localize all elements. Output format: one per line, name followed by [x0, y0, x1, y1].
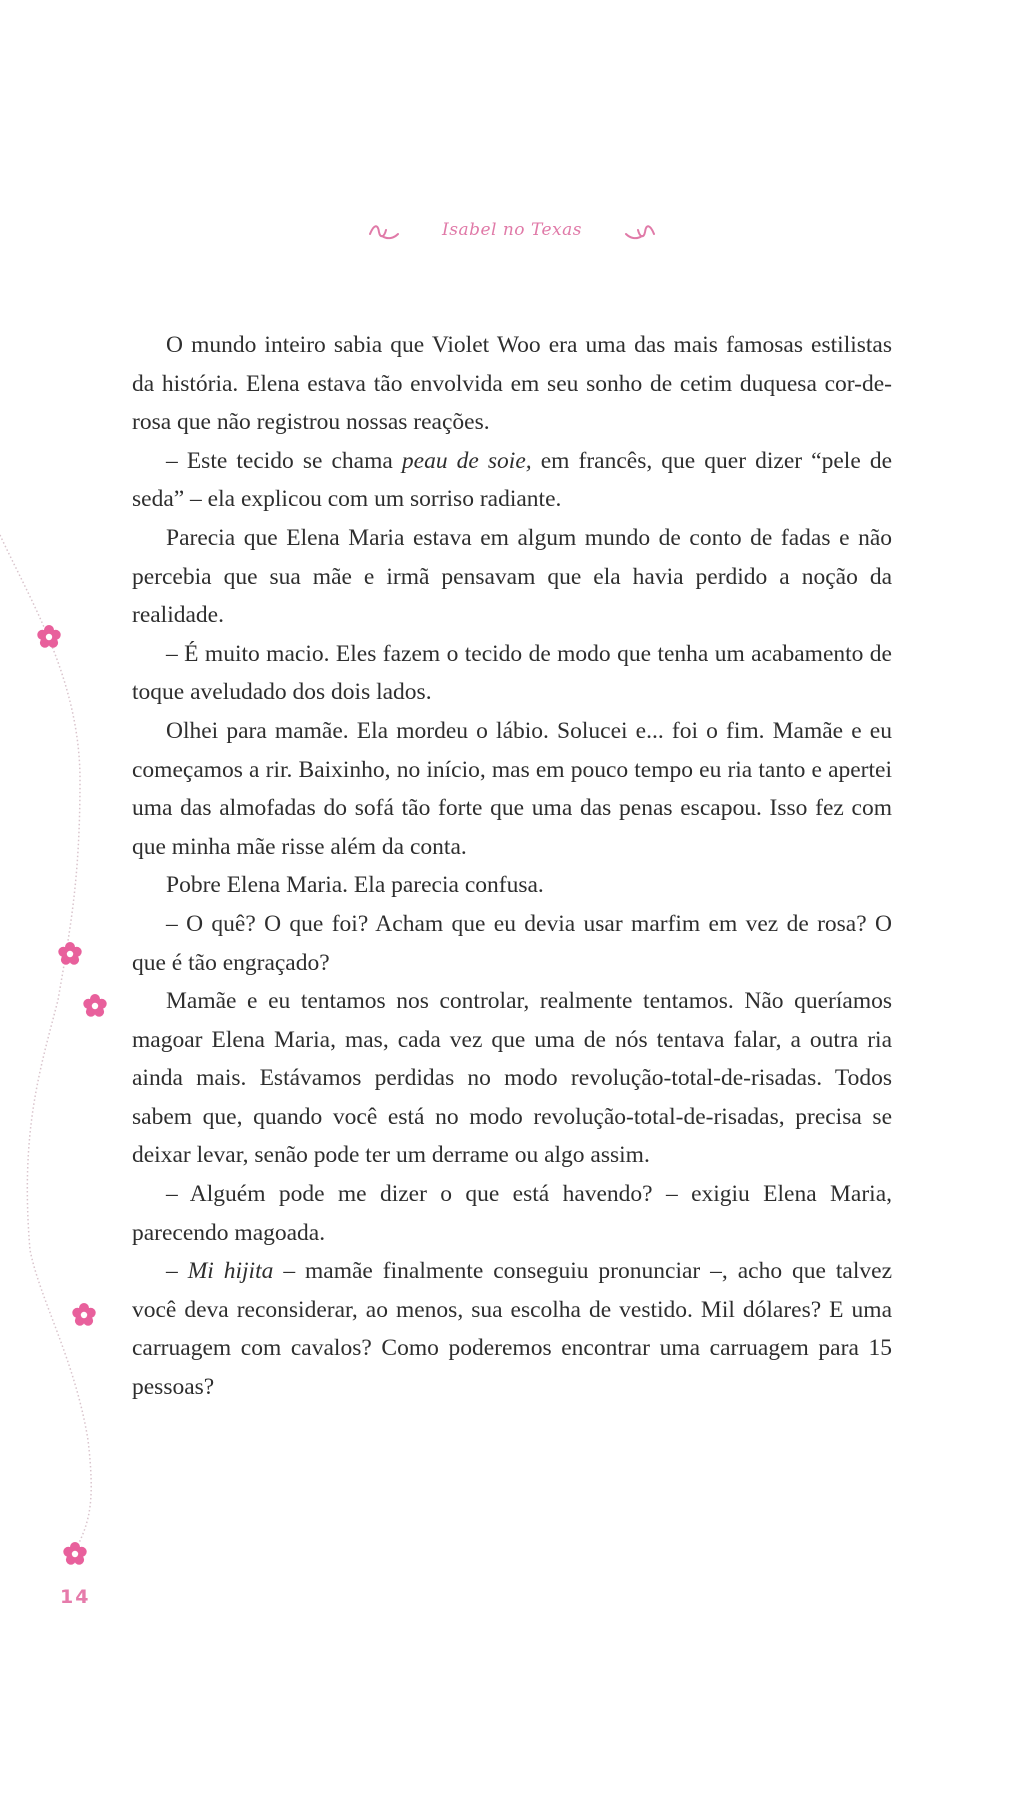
paragraph: – O quê? O que foi? Acham que eu devia usar marfim em vez de rosa? O que é tão engraçado? — [132, 910, 892, 976]
running-header — [0, 212, 1024, 248]
flower-icon — [58, 942, 81, 965]
flower-icon — [72, 1303, 95, 1326]
left-flourish-icon — [366, 218, 402, 242]
paragraph: – Este tecido se chama peau de soie, em francês, que quer dizer “pele de seda” – ela explicou com um sorriso radiante. — [132, 447, 893, 513]
page-number: 14 — [60, 1586, 91, 1608]
running-title: Isabel no Texas — [442, 220, 582, 240]
italic-phrase: peau de soie, — [401, 447, 532, 474]
flower-icon — [83, 994, 106, 1017]
right-flourish-icon — [622, 218, 658, 242]
paragraph: – Alguém pode me dizer o que está havendo? – exigiu Elena Maria, parecendo magoada. — [132, 1181, 892, 1246]
paragraph: Parecia que Elena Maria estava em algum mundo de conto de fadas e não percebia que sua mãe e irmã pensavam que ela havia perdido a noção da realidade. — [132, 524, 892, 629]
book-body-text — [132, 326, 892, 1407]
paragraph: – É muito macio. Eles fazem o tecido de modo que tenha um acabamento de toque aveludado dos dois lados. — [132, 640, 892, 706]
paragraph: – Mi hijita – mamãe finalmente conseguiu pronunciar –, acho que talvez você deva reconsiderar, ao menos, sua escolha de vestido. Mil dólares? E uma carruagem com cavalos? Como poderemos encontrar uma carruagem para 15 pessoas? — [132, 1258, 892, 1401]
paragraph: O mundo inteiro sabia que Violet Woo era uma das mais famosas estilistas da história. Elena estava tão envolvida em seu sonho de cetim duquesa cor-de-rosa que não registrou nossas reações. — [132, 332, 892, 436]
flower-icon — [63, 1542, 86, 1565]
dotted-vine — [0, 535, 91, 1545]
paragraph: Olhei para mamãe. Ela mordeu o lábio. Solucei e... foi o fim. Mamãe e eu começamos a rir. Baixinho, no início, mas em pouco tempo eu ria tanto e apertei uma das almofadas do sofá tão forte que uma das penas escapou. Isso fez com que minha mãe risse além da conta. — [132, 717, 892, 860]
italic-phrase: Mi hijita — [187, 1258, 274, 1285]
margin-vine-decoration — [0, 0, 140, 1820]
paragraph: Pobre Elena Maria. Ela parecia confusa. — [166, 872, 544, 899]
flower-icon — [37, 625, 60, 648]
paragraph: Mamãe e eu tentamos nos controlar, realmente tentamos. Não queríamos magoar Elena Maria, mas, cada vez que uma de nós tentava falar, a outra ria ainda mais. Estávamos perdidas no modo revolução-total-de-risadas. Todos sabem que, quando você está no modo revolução-total-de-risadas, precisa se deixar levar, senão pode ter um derrame ou algo assim. — [132, 988, 892, 1169]
